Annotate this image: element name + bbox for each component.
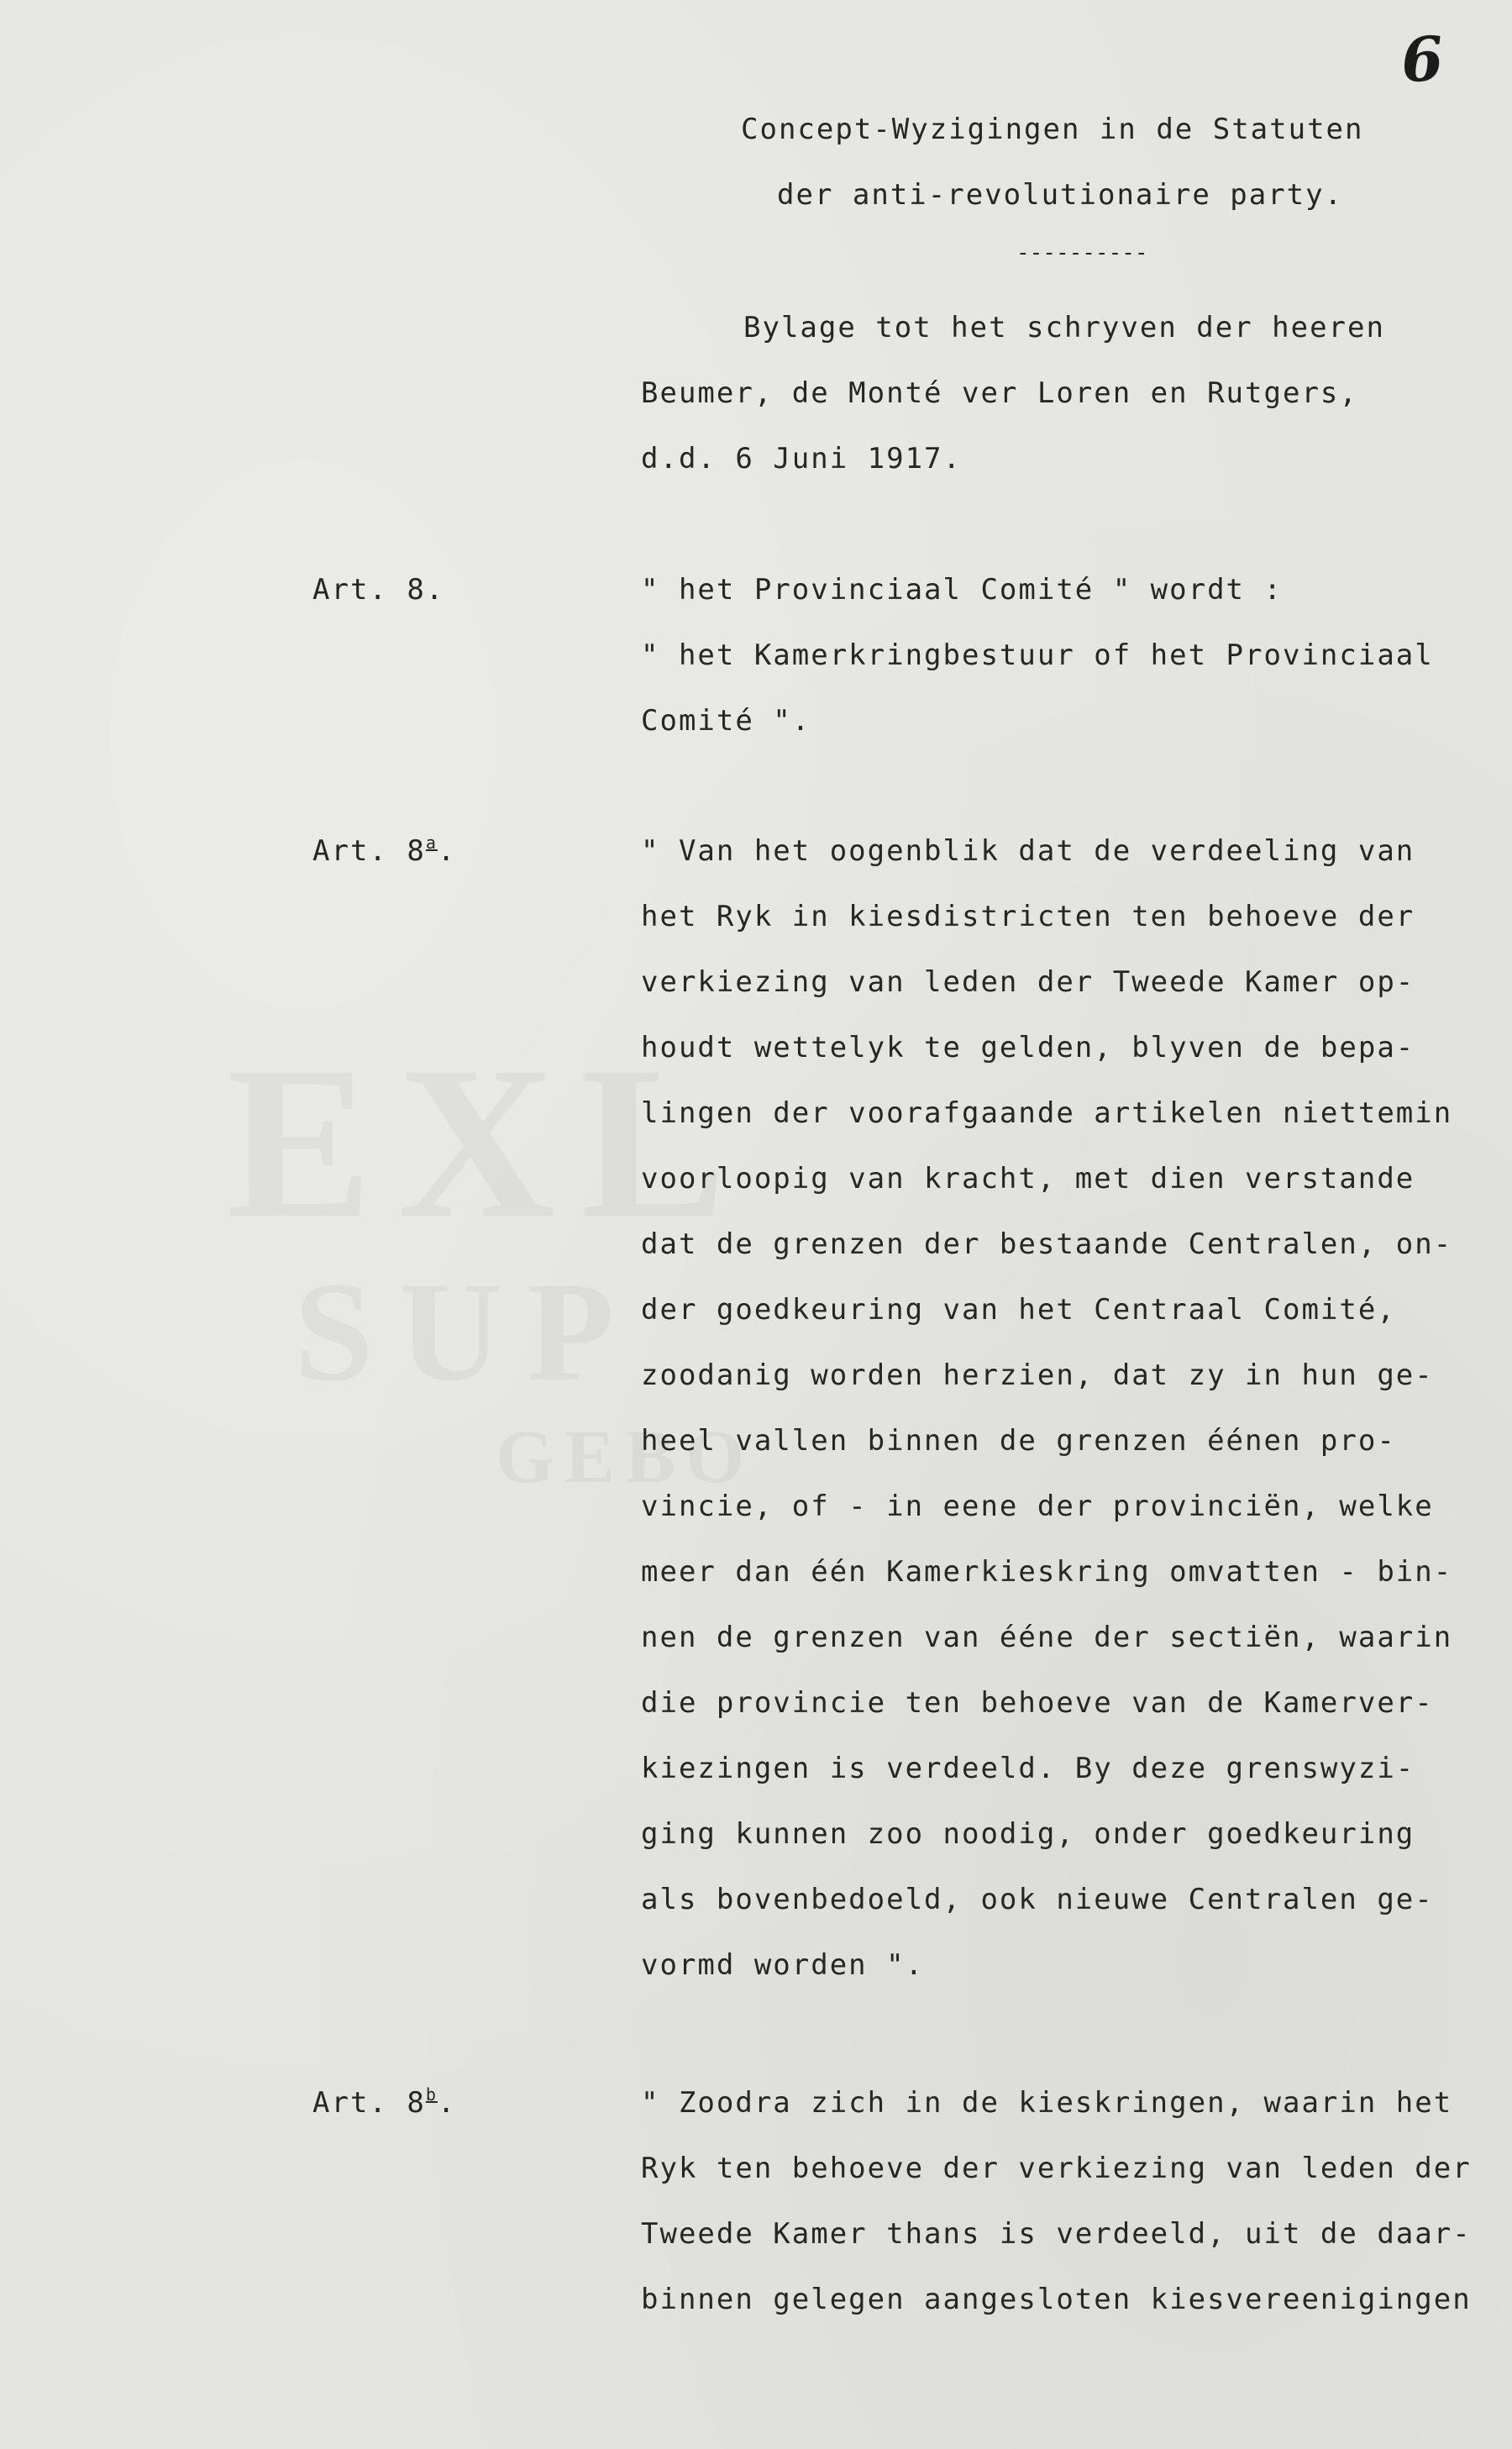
article-line: die provincie ten behoeve van de Kamerver- <box>641 1686 1434 1720</box>
intro-line: Bylage tot het schryven der heeren <box>743 311 1385 344</box>
intro-line: Beumer, de Monté ver Loren en Rutgers, <box>641 376 1358 410</box>
article-line: zoodanig worden herzien, dat zy in hun ge- <box>641 1359 1434 1392</box>
article-line: Tweede Kamer thans is verdeeld, uit de daar- <box>641 2217 1472 2251</box>
article-label <box>312 2086 456 2120</box>
article-label-prefix: Art. 8 <box>312 2086 426 2120</box>
article-label-suffix: . <box>437 2086 457 2120</box>
article-label-prefix: Art. 8 <box>312 834 426 868</box>
article-line: verkiezing van leden der Tweede Kamer op- <box>641 965 1415 999</box>
article-line: nen de grenzen van ééne der sectiën, waarin <box>641 1621 1453 1654</box>
title-rule: ---------- <box>1016 240 1148 265</box>
article-line: houdt wettelyk te gelden, blyven de bepa- <box>641 1031 1415 1064</box>
article-line: binnen gelegen aangesloten kiesvereenigingen <box>641 2283 1472 2316</box>
article-line: heel vallen binnen de grenzen éénen pro- <box>641 1424 1396 1458</box>
faded-background-stamp: EXL SUP GEBO <box>227 1022 755 1499</box>
article-line: het Ryk in kiesdistricten ten behoeve der <box>641 900 1415 933</box>
article-line: Ryk ten behoeve der verkiezing van leden der <box>641 2152 1472 2185</box>
article-label <box>312 834 456 868</box>
article-line: vormd worden ". <box>641 1948 925 1982</box>
article-line: ging kunnen zoo noodig, onder goedkeuring <box>641 1817 1415 1851</box>
article-label-superscript: a <box>425 833 438 853</box>
article-line: als bovenbedoeld, ook nieuwe Centralen ge- <box>641 1883 1434 1916</box>
article-label-superscript: b <box>425 2084 438 2105</box>
article-line: Comité ". <box>641 704 811 738</box>
article-line: kiezingen is verdeeld. By deze grenswyzi- <box>641 1752 1415 1785</box>
article-line: der goedkeuring van het Centraal Comité, <box>641 1293 1396 1327</box>
page-number: 6 <box>1399 22 1446 97</box>
title-line-1: Concept-Wyzigingen in de Statuten <box>741 113 1364 146</box>
intro-line: d.d. 6 Juni 1917. <box>641 442 962 476</box>
article-line: " het Provinciaal Comité " wordt : <box>641 573 1283 607</box>
article-line: lingen der voorafgaande artikelen niettemin <box>641 1096 1453 1130</box>
title-line-2: der anti-revolutionaire party. <box>777 178 1344 212</box>
article-line: voorloopig van kracht, met dien verstande <box>641 1162 1415 1196</box>
article-line: " Zoodra zich in de kieskringen, waarin het <box>641 2086 1453 2120</box>
article-label-suffix: . <box>437 834 457 868</box>
article-line: dat de grenzen der bestaande Centralen, on- <box>641 1227 1453 1261</box>
article-line: " het Kamerkringbestuur of het Provinciaal <box>641 639 1434 672</box>
article-line: meer dan één Kamerkieskring omvatten - bin- <box>641 1555 1453 1589</box>
article-line: vincie, of - in eene der provinciën, welke <box>641 1490 1434 1523</box>
article-label: Art. 8. <box>312 573 445 607</box>
article-line: " Van het oogenblik dat de verdeeling van <box>641 834 1415 868</box>
